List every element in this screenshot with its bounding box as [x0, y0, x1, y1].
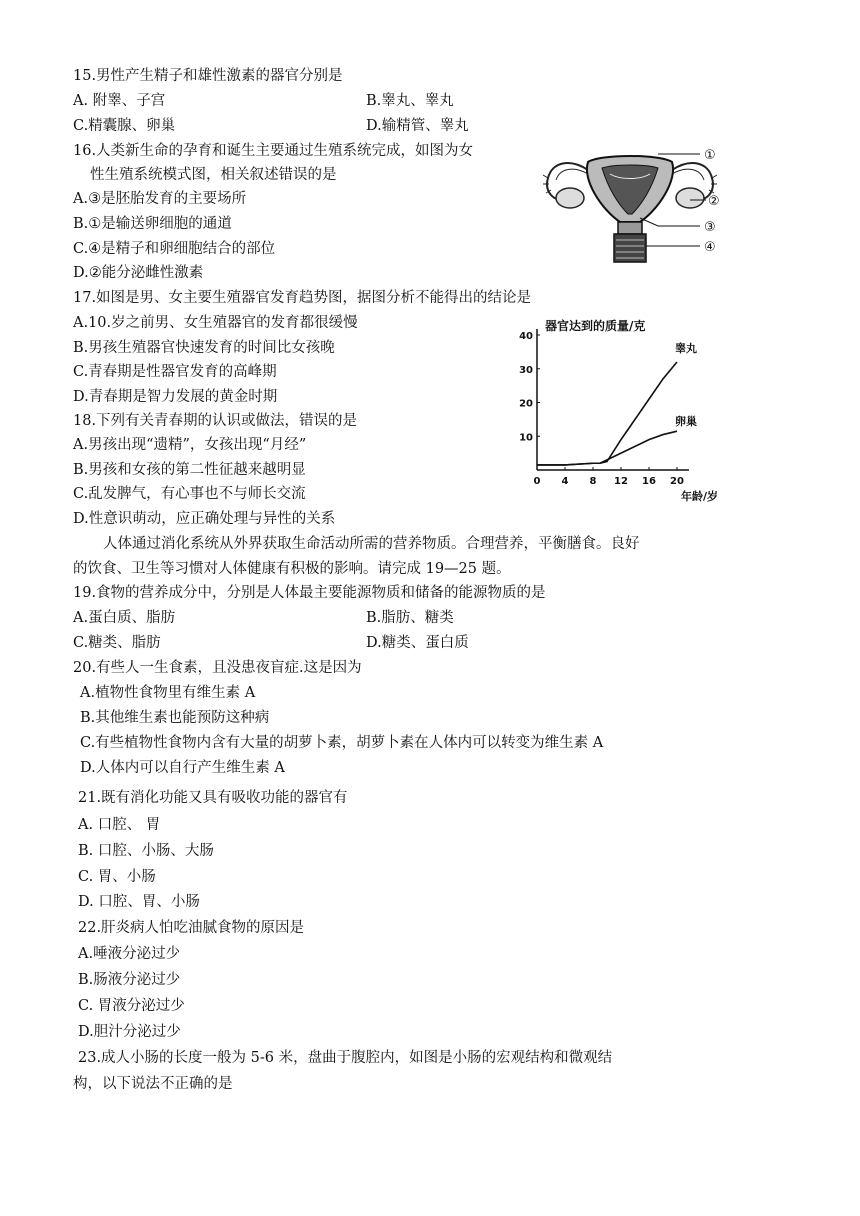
q20-option-d: D.人体内可以自行产生维生素 A: [80, 760, 285, 776]
q16-option-d: D.②能分泌雌性激素: [73, 265, 204, 281]
q16-option-a: A.③是胚胎发育的主要场所: [73, 191, 247, 207]
q22-option-a: A.唾液分泌过少: [78, 946, 181, 962]
q23-stem-line1: 23.成人小肠的长度一般为 5-6 米，盘曲于腹腔内，如图是小肠的宏观结构和微观结: [78, 1050, 613, 1066]
q17-option-c: C.青春期是性器官发育的高峰期: [73, 364, 277, 380]
chart-x-label: 年龄/岁: [681, 490, 719, 503]
organ-growth-chart: [505, 310, 730, 505]
label-4: ④: [704, 240, 716, 255]
chart-y-label: 器官达到的质量/克: [545, 319, 646, 333]
q15-stem: 15.男性产生精子和雄性激素的器官分别是: [73, 68, 343, 84]
series-line-2: [537, 431, 677, 465]
q18-option-d: D.性意识萌动，应正确处理与异性的关系: [73, 511, 336, 527]
x-tick-label: 8: [589, 476, 597, 487]
q15-option-d: D.输精管、睾丸: [366, 118, 469, 134]
y-tick-label: 40: [519, 331, 533, 342]
label-1: ①: [704, 148, 716, 163]
intro-line1: 人体通过消化系统从外界获取生命活动所需的营养物质。合理营养，平衡膳食。良好: [103, 536, 640, 552]
q15-option-c: C.精囊腺、卵巢: [73, 118, 176, 134]
q19-stem: 19.食物的营养成分中，分别是人体最主要能源物质和储备的能源物质的是: [73, 585, 546, 601]
q16-stem-line1: 16.人类新生命的孕育和诞生主要通过生殖系统完成，如图为女: [73, 143, 474, 159]
q21-option-d: D. 口腔、胃、小肠: [78, 894, 200, 910]
series-name-label-1: 睾丸: [675, 342, 697, 355]
q22-stem: 22.肝炎病人怕吃油腻食物的原因是: [78, 920, 305, 936]
q16-option-b: B.①是输送卵细胞的通道: [73, 216, 232, 232]
q22-option-b: B.肠液分泌过少: [78, 972, 181, 988]
q15-option-b: B.睾丸、睾丸: [366, 93, 454, 109]
q21-option-a: A. 口腔、 胃: [78, 817, 161, 833]
series-line-1: [537, 362, 677, 465]
q17-stem: 17.如图是男、女主要生殖器官发育趋势图，据图分析不能得出的结论是: [73, 290, 532, 306]
q16-stem-line2: 性生殖系统模式图，相关叙述错误的是: [90, 167, 337, 183]
q17-option-b: B.男孩生殖器官快速发育的时间比女孩晚: [73, 340, 335, 356]
q21-option-c: C. 胃、小肠: [78, 869, 156, 885]
female-reproductive-system-diagram: [540, 140, 730, 270]
q20-option-c: C.有些植物性食物内含有大量的胡萝卜素，胡萝卜素在人体内可以转变为维生素 A: [80, 735, 604, 751]
x-tick-label: 0: [533, 476, 541, 487]
y-tick-label: 20: [519, 398, 533, 410]
q20-stem: 20.有些人一生食素，且没患夜盲症.这是因为: [73, 660, 362, 676]
label-2: ②: [708, 194, 720, 209]
y-tick-label: 10: [519, 432, 533, 444]
x-tick-label: 16: [642, 476, 656, 487]
q19-option-a: A.蛋白质、脂肪: [73, 610, 176, 626]
q19-option-d: D.糖类、蛋白质: [366, 635, 469, 651]
x-tick-label: 20: [670, 476, 684, 487]
q17-option-d: D.青春期是智力发展的黄金时期: [73, 389, 278, 405]
q19-option-c: C.糖类、脂肪: [73, 635, 161, 651]
q21-option-b: B. 口腔、小肠、大肠: [78, 843, 214, 859]
q20-option-b: B.其他维生素也能预防这种病: [80, 710, 270, 726]
intro-line2: 的饮食、卫生等习惯对人体健康有积极的影响。请完成 19—25 题。: [73, 561, 511, 577]
q18-option-a: A.男孩出现“遗精”，女孩出现“月经”: [73, 437, 307, 453]
q21-stem: 21.既有消化功能又具有吸收功能的器官有: [78, 790, 348, 806]
x-tick-label: 4: [561, 476, 569, 487]
series-name-label-2: 卵巢: [675, 415, 697, 429]
q20-option-a: A.植物性食物里有维生素 A: [80, 685, 256, 701]
y-tick-label: 30: [519, 364, 533, 376]
label-3: ③: [704, 220, 716, 235]
x-tick-label: 12: [614, 476, 628, 487]
q17-option-a: A.10.岁之前男、女生殖器官的发育都很缓慢: [73, 315, 358, 331]
q22-option-d: D.胆汁分泌过少: [78, 1024, 181, 1040]
q15-option-a: A. 附睾、子宫: [73, 93, 166, 109]
q16-option-c: C.④是精子和卵细胞结合的部位: [73, 241, 276, 257]
q18-option-c: C.乱发脾气，有心事也不与师长交流: [73, 486, 306, 502]
q22-option-c: C. 胃液分泌过少: [78, 998, 185, 1014]
q23-stem-line2: 构，以下说法不正确的是: [73, 1076, 233, 1092]
q18-stem: 18.下列有关青春期的认识或做法，错误的是: [73, 413, 358, 429]
q19-option-b: B.脂肪、糖类: [366, 610, 454, 626]
q18-option-b: B.男孩和女孩的第二性征越来越明显: [73, 462, 306, 478]
